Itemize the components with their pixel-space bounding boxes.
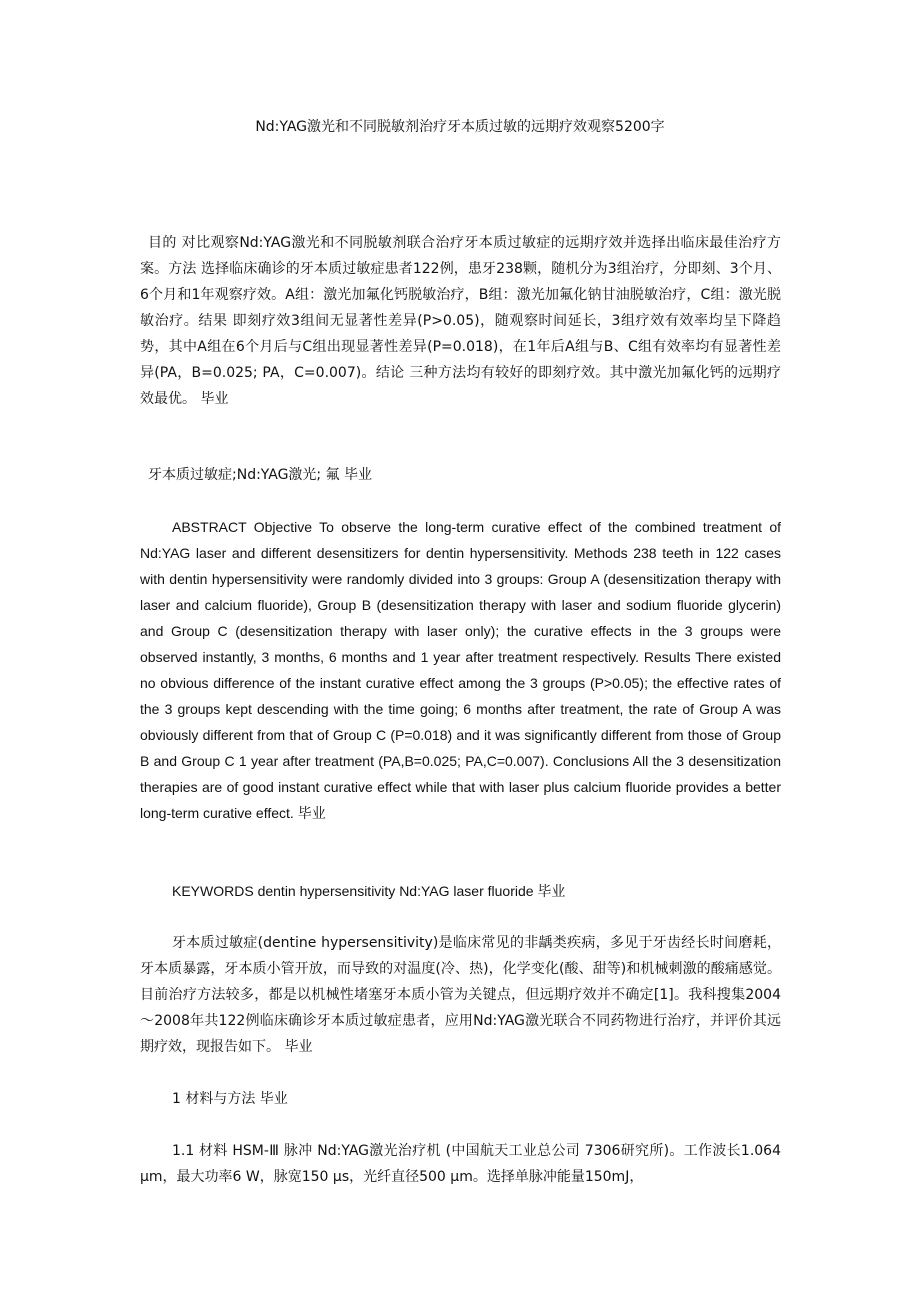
- abstract-chinese: 目的 对比观察Nd:YAG激光和不同脱敏剂联合治疗牙本质过敏症的远期疗效并选择出临床最佳治疗方案。方法 选择临床确诊的牙本质过敏症患者122例，患牙238颗，随机分为3组治疗，分即刻、3个月、6个月和1年观察疗效。A组：激光加氟化钙脱敏治疗，B组：激光加氟化钠甘油脱敏治疗，C组：激光脱敏治疗。结果 即刻疗效3组间无显著性差异(P>0.05)，随观察时间延长，3组疗效有效率均呈下降趋势，其中A组在6个月后与C组出现显著性差异(P=0.018)，在1年后A组与B、C组有效率均有显著性差异(PA，B=0.025; PA，C=0.007)。结论 三种方法均有较好的即刻疗效。其中激光加氟化钙的远期疗效最优。 毕业: [140, 235, 781, 407]
- section-1-1-materials: 1.1 材料 HSM-Ⅲ 脉冲 Nd:YAG激光治疗机 (中国航天工业总公司 7306研究所)。工作波长1.064 μm，最大功率6 W，脉宽150 μs，光纤直径500 μm。选择单脉冲能量150mJ，: [140, 1143, 781, 1185]
- introduction-paragraph: 牙本质过敏症(dentine hypersensitivity)是临床常见的非龋类疾病，多见于牙齿经长时间磨耗，牙本质暴露，牙本质小管开放，而导致的对温度(冷、热)，化学变化(酸、甜等)和机械刺激的酸痛感觉。目前治疗方法较多，都是以机械性堵塞牙本质小管为关键点，但远期疗效并不确定[1]。我科搜集2004～2008年共122例临床确诊牙本质过敏症患者，应用Nd:YAG激光联合不同药物进行治疗，并评价其远期疗效，现报告如下。 毕业: [140, 935, 781, 1055]
- abstract-english: ABSTRACT Objective To observe the long-term curative effect of the combined treatment of Nd:YAG laser and different desensitizers for dentin hypersensitivity. Methods 238 teeth in 122 cases with dentin hypersensitivity were randomly divided into 3 groups: Group A (desensitization therapy with laser and calcium fluoride), Group B (desensitization therapy with laser and sodium fluoride glycerin) and Group C (desensitization therapy with laser only); the curative effects in the 3 groups were observed instantly, 3 months, 6 months and 1 year after treatment respectively. Results There existed no obvious difference of the instant curative effect among the 3 groups (P>0.05); the effective rates of the 3 groups kept descending with the time going; 6 months after treatment, the rate of Group A was obviously different from that of Group C (P=0.018) and it was significantly different from those of Group B and Group C 1 year after treatment (PA,B=0.025; PA,C=0.007). Conclusions All the 3 desensitization therapies are of good instant curative effect while that with laser plus calcium fluoride provides a better long-term curative effect. 毕业: [140, 519, 781, 821]
- document-title: Nd:YAG激光和不同脱敏剂治疗牙本质过敏的远期疗效观察5200字: [255, 119, 665, 135]
- keywords-english: KEYWORDS dentin hypersensitivity Nd:YAG laser fluoride 毕业: [172, 883, 566, 899]
- section-heading-materials-methods: 1 材料与方法 毕业: [172, 1091, 288, 1107]
- keywords-chinese: 牙本质过敏症;Nd:YAG激光; 氟 毕业: [148, 467, 373, 483]
